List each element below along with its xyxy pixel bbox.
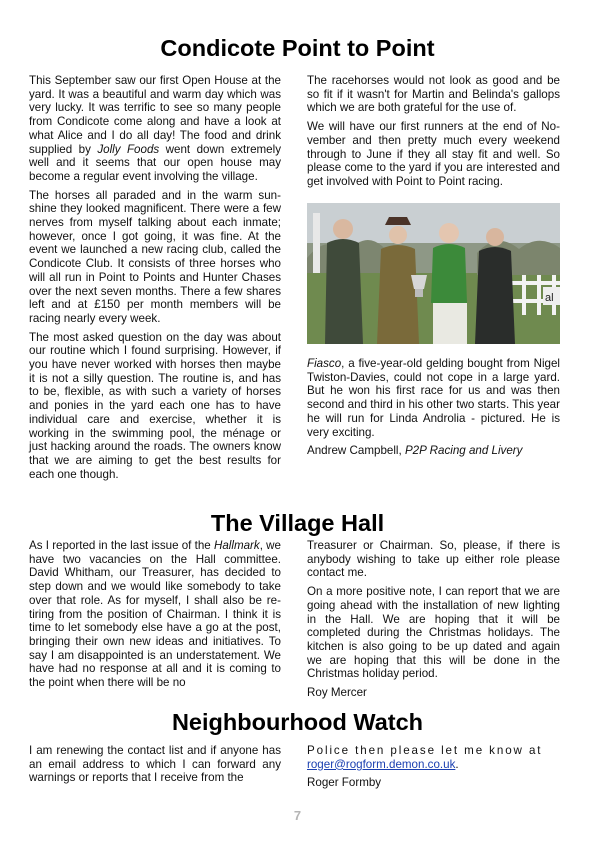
banner-text: al — [545, 292, 554, 304]
article-title-village-hall: The Village Hall — [210, 510, 385, 536]
village-hall-left-column — [29, 539, 281, 695]
author-signature: Roger Formby — [307, 776, 382, 790]
paragraph: On a more positive note, I can report that we are going ahead with the installation of new lighting in the Hall. We are hoping that it will be completed during the Christmas holidays. The kitchen is also going to be up dated and again we are hoping that this will be done in the Christmas holiday period. — [307, 585, 560, 681]
paragraph: The racehorses would not look as good and be so fit if it wasn't for Martin and Belinda's gallops which we are both grateful for the use of. — [307, 74, 560, 115]
page-number: 7 — [293, 808, 302, 823]
condicote-left-column — [29, 74, 281, 486]
author-signature: Andrew Campbell, P2P Racing and Livery — [307, 444, 523, 458]
paragraph: This September saw our first Open House at the yard. It was a beautiful and warm day which was very lucky. It was terrific to see so many people from Condicote come along and have a look at what Alice and I do all day! The food and drink supplied by Jolly Foods went down extremely well and it seems that our open house may become a regular event involving the village. — [29, 74, 282, 183]
village-hall-right-column — [307, 539, 560, 705]
article-title-condicote: Condicote Point to Point — [160, 35, 435, 61]
paragraph: Treasurer or Chairman. So, please, if there is anybody wishing to take up either role please contact me. — [307, 539, 560, 580]
paragraph: I am renewing the contact list and if anyone has an email address to which I can forward any warnings or reports that I receive from the — [29, 744, 281, 785]
paragraph: Police then please let me know at — [307, 744, 543, 757]
watch-left-column — [29, 744, 281, 790]
photo-caption: Fiasco, a five-year-old gelding bought from Nigel Twiston-Davies, could not cope in a large yard. But he won his first race for us and was then second and third in his other two starts. This year he will run for Linda Androlia - pictured. He is very exciting. — [307, 357, 560, 439]
condicote-right-column — [307, 74, 560, 194]
email-link[interactable]: roger@rogform.demon.co.uk — [307, 757, 456, 771]
racing-photo-illustration — [307, 203, 560, 344]
paragraph: As I reported in the last issue of the Hallmark, we have two vacancies on the Hall committee. David Whitham, our Treasurer, has decided to step down and we would like somebody to take over that role. As for myself, I shall also be retiring from the position of Chairman. I think it is time to let somebody else have a go at the post, bringing their own new ideas and initiatives. To say I am disappointed is an understatement. We have had no response at all and it is coming to the point when there will be no — [29, 539, 281, 690]
photo-caption-block — [307, 357, 560, 463]
paragraph: The most asked question on the day was about our routine which I found surprising. However, if you have never worked with horses then maybe it is not a silly question. The routine is, and has to be, flexible, as with such a variety of horses and ponies in the yard each one has to have individual care and exercise, whether it is working in the swimming pool, the ménage or just hacking around the roads. The owners know that we are aiming to get the best results for each one though. — [29, 330, 281, 481]
racing-photo — [307, 203, 560, 344]
article-title-neighbourhood-watch: Neighbourhood Watch — [171, 709, 424, 735]
watch-right-column — [307, 744, 560, 795]
paragraph: The horses all paraded and in the warm sunshine they looked magnificent. There were a few nerves from myself talking about each inmate; however, once I got going, it was fine. At the event we launched a new racing club, called the Condicote Club. It consists of three horses who will all run in Point to Points and Hunter Chases over the next seven months. There a few shares left and at £150 per month members will be racing nearly every week. — [29, 188, 281, 325]
author-signature: Roy Mercer — [307, 686, 367, 700]
email-line: roger@rogform.demon.co.uk. — [307, 757, 459, 771]
paragraph: We will have our first runners at the end of November and then pretty much every weekend through to June if they all stay fit and well. So please come to the yard if you are interested and get involved with Point to Point racing. — [307, 120, 560, 188]
